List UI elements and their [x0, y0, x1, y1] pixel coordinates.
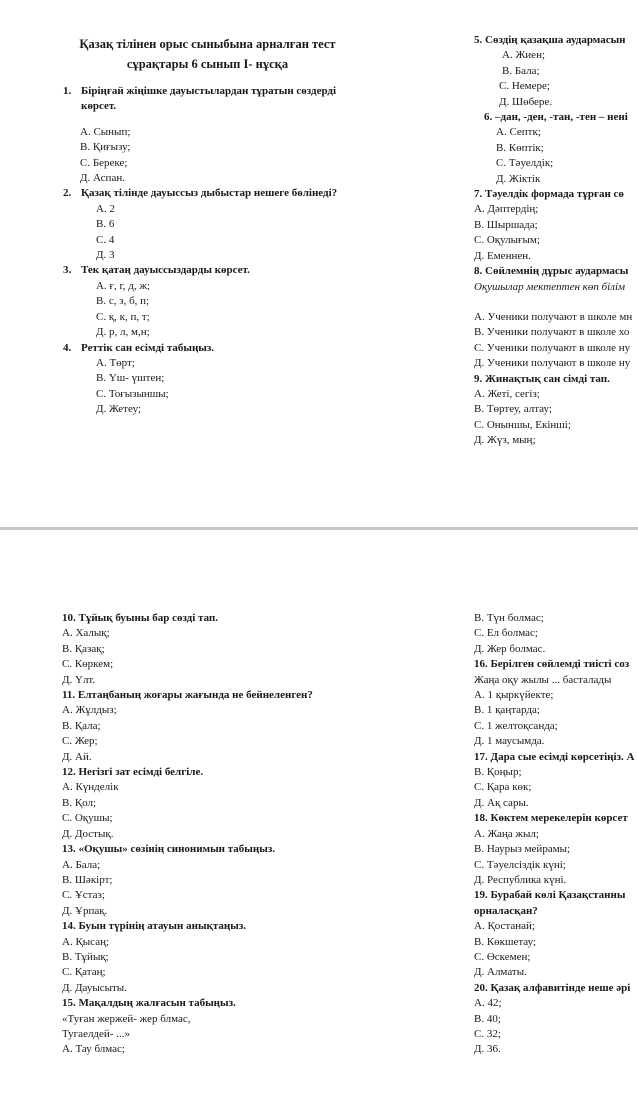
q19-option-d: Д. Алматы.	[474, 966, 527, 979]
q8-option-b: В. Ученики получают в школе хо	[474, 326, 630, 339]
question-4: 4. Реттік сан есімді табыңыз.	[63, 341, 215, 354]
question-3: 3. Тек қатаң дауыссыздарды көрсет.	[63, 264, 250, 277]
q9-option-d: Д. Жүз, мың;	[474, 434, 536, 447]
q4-option-c: С. Тоғызыншы;	[96, 387, 169, 400]
q11-option-d: Д. Ай.	[62, 750, 92, 763]
question-1-cont: көрсет.	[81, 100, 117, 113]
q18-option-c: С. Тәуелсіздік күні;	[474, 858, 566, 871]
page1-right-column	[474, 33, 632, 449]
question-8: 8. Сөйлемнің дұрыс аудармасы	[474, 265, 629, 278]
q5-option-b: В. Бала;	[502, 64, 540, 77]
title-line-2: сұрақтары 6 сынып І- нұсқа	[126, 57, 289, 71]
q3-option-c: С. қ, к, п, т;	[96, 310, 150, 323]
q8-option-c: С. Ученики получают в школе ну	[474, 341, 631, 354]
q19-option-a: А. Қостанай;	[474, 920, 535, 933]
q15-option-a: А. Тау блмас;	[62, 1043, 125, 1056]
q9-option-b: В. Төртеу, алтау;	[474, 403, 552, 416]
q20-option-b: В. 40;	[474, 1012, 501, 1025]
q3-option-d: Д. р, л, м,н;	[96, 326, 150, 339]
q12-option-d: Д. Достық.	[62, 827, 114, 840]
q6-option-b: В. Көптік;	[496, 141, 544, 154]
question-12: 12. Негізгі зат есімді белгіле.	[62, 766, 204, 779]
q13-option-a: А. Бала;	[62, 858, 101, 871]
q19-option-b: В. Көкшетау;	[474, 935, 537, 948]
page1-left-column	[63, 84, 337, 418]
q15-option-b: В. Түн болмас;	[474, 612, 544, 624]
q8-sentence: Оқушылар мектептен көп білім	[474, 280, 626, 293]
test-page-2	[0, 530, 638, 1100]
q13-option-b: В. Шәкірт;	[62, 873, 113, 886]
q17-option-d: Д. Ақ сары.	[474, 796, 529, 809]
q16-option-a: А. 1 қыркүйекте;	[474, 689, 554, 702]
title-line-1: Қазақ тілінен орыс сыныбына арналған тест	[79, 37, 336, 51]
q14-option-a: А. Қысаң;	[62, 935, 110, 948]
q13-option-c: С. Ұстаз;	[62, 889, 105, 902]
q18-option-a: А. Жаңа жыл;	[474, 827, 539, 840]
question-5: 5. Сөздің қазақша аудармасын	[474, 34, 626, 46]
q6-option-d: Д. Жіктік	[496, 172, 541, 185]
q16-option-d: Д. 1 маусымда.	[474, 735, 545, 748]
question-2: 2. Қазақ тілінде дауыссыз дыбыстар нешеге бөлінеді?	[63, 187, 338, 200]
question-7: 7. Тәуелдік формада тұрған сө	[474, 188, 624, 201]
q7-option-b: В. Шыршада;	[474, 218, 538, 231]
q7-option-a: А. Дәптердің;	[474, 203, 539, 216]
q1-option-d: Д. Аспан.	[80, 172, 125, 185]
q15-proverb-line1: «Туған жержей- жер блмас,	[62, 1012, 191, 1025]
q14-option-b: В. Тұйық;	[62, 950, 109, 963]
q7-option-d: Д. Еменнен.	[474, 249, 531, 262]
question-9: 9. Жинақтық сан сімді тап.	[474, 372, 610, 385]
q17-option-c: С. Қара көк;	[474, 781, 532, 794]
question-16: 16. Берілген сөйлемді тиісті соз	[474, 658, 630, 671]
q11-option-b: В. Қала;	[62, 719, 101, 732]
q17-option-b: В. Қоңыр;	[474, 766, 522, 779]
q2-option-b: В. 6	[96, 218, 115, 231]
q3-option-b: В. с, з, б, п;	[96, 295, 150, 308]
q1-option-c: С. Береке;	[80, 156, 128, 169]
q14-option-c: С. Қатаң;	[62, 966, 106, 979]
q15-option-d: Д. Жер болмас.	[474, 642, 546, 655]
question-1: 1. Біріңғай жіңішке дауыстылардан тұратын сөздерді	[63, 85, 337, 97]
q2-option-a: А. 2	[96, 202, 115, 215]
q13-option-d: Д. Ұрпақ.	[62, 904, 108, 917]
q4-option-d: Д. Жетеу;	[96, 403, 142, 416]
q20-option-a: А. 42;	[474, 997, 502, 1010]
q10-option-d: Д. Үлт.	[62, 673, 96, 686]
q10-option-c: С. Көркем;	[62, 658, 114, 671]
q2-option-d: Д. 3	[96, 249, 115, 262]
question-11: 11. Елтаңбаның жоғары жағында не бейнеленген?	[62, 689, 313, 702]
question-10: 10. Тұйық буыны бар сөзді тап.	[62, 612, 219, 624]
q9-option-c: С. Оныншы, Екінші;	[474, 418, 571, 431]
q19-option-c: С. Өскемен;	[474, 950, 531, 963]
q5-option-d: Д. Шөбере.	[499, 95, 553, 108]
q16-sentence: Жаңа оқу жылы ... басталады	[474, 673, 612, 686]
question-13: 13. «Оқушы» сөзінің синонимын табыңыз.	[62, 843, 275, 856]
q11-option-a: А. Жұлдыз;	[62, 704, 117, 717]
question-6: 6. –дан, -ден, -тан, -тен – нені	[484, 111, 628, 124]
q12-option-b: В. Қол;	[62, 796, 97, 809]
q9-option-a: А. Жеті, сегіз;	[474, 387, 540, 400]
test-page-1	[0, 0, 638, 527]
q10-option-a: А. Халық;	[62, 627, 110, 640]
q12-option-a: А. Күнделік	[62, 781, 119, 794]
question-17: 17. Дара сые есімді көрсетіңіз. А	[474, 750, 635, 763]
q20-option-c: С. 32;	[474, 1027, 501, 1040]
test-title	[50, 34, 365, 74]
q2-option-c: С. 4	[96, 233, 115, 246]
question-19-cont: орналасқан?	[474, 904, 538, 917]
question-15: 15. Мақалдың жалғасын табыңыз.	[62, 997, 236, 1010]
q5-option-c: С. Немере;	[499, 80, 550, 93]
q3-option-a: А. ғ, г, д, ж;	[96, 279, 150, 292]
q14-option-d: Д. Дауысыты.	[62, 981, 127, 994]
page2-right-column	[474, 611, 634, 1058]
q4-option-b: В. Үш- үштен;	[96, 372, 165, 385]
q16-option-b: В. 1 қаңтарда;	[474, 704, 540, 717]
q4-option-a: А. Төрт;	[96, 356, 135, 369]
q15-proverb-line2: Тугаелдей- ...»	[62, 1027, 130, 1040]
q11-option-c: С. Жер;	[62, 735, 98, 748]
q12-option-c: С. Оқушы;	[62, 812, 113, 825]
q10-option-b: В. Қазақ;	[62, 642, 105, 655]
q6-option-a: А. Септк;	[496, 126, 541, 139]
q18-option-b: В. Наурыз мейрамы;	[474, 843, 571, 856]
q20-option-d: Д. 36.	[474, 1043, 501, 1056]
q8-option-a: А. Ученики получают в школе мн	[474, 310, 633, 323]
q1-option-a: А. Сынып;	[80, 125, 131, 138]
q15-option-c: С. Ел болмас;	[474, 627, 538, 640]
q8-option-d: Д. Ученики получают в школе ну	[474, 357, 631, 370]
question-20: 20. Қазақ алфавитінде неше әрі	[474, 981, 631, 994]
q5-option-a: А. Жиен;	[502, 49, 546, 62]
question-14: 14. Буын түрінің атауын анықтаңыз.	[62, 920, 247, 933]
q1-option-b: В. Қиғызу;	[80, 141, 131, 154]
question-18: 18. Көктем мерекелерін көрсет	[474, 812, 628, 825]
q18-option-d: Д. Республика күні.	[474, 873, 567, 886]
q7-option-c: С. Оқулығым;	[474, 234, 540, 247]
q16-option-c: С. 1 желтоқсанда;	[474, 719, 558, 732]
page2-left-column	[62, 611, 313, 1058]
question-19: 19. Бурабай көлі Қазақстанны	[474, 889, 626, 902]
q6-option-c: С. Тәуелдік;	[496, 157, 554, 170]
